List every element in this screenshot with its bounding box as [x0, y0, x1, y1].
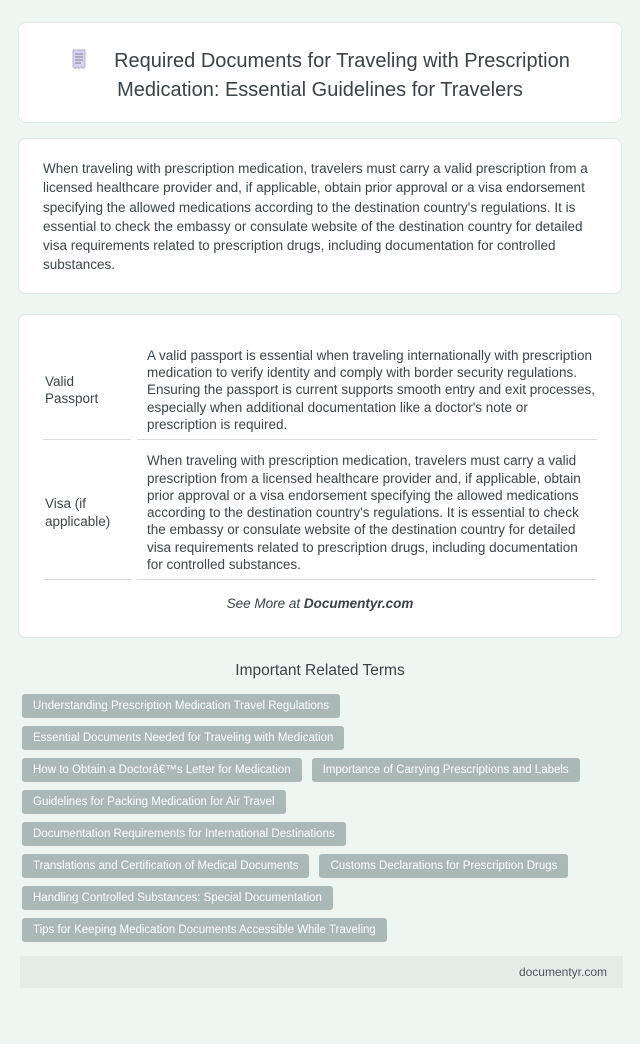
term-tag[interactable]: Guidelines for Packing Medication for Air Travel	[22, 790, 286, 814]
term-tag[interactable]: Tips for Keeping Medication Documents Accessible While Traveling	[22, 918, 387, 942]
description-cell: A valid passport is essential when traveling internationally with prescription medication to verify identity and comply with border security regulations. Ensuring the passport is current supports smooth entry and exit processes, especially when additional documentation like a doctor's note or prescription is required.	[137, 335, 597, 440]
intro-paragraph: When traveling with prescription medication, travelers must carry a valid prescription from a licensed healthcare provider and, if applicable, obtain prior approval or a visa endorsement specifying the allowed medications according to the destination country's regulations. It is essential to check the embassy or consulate website of the destination country for detailed visa requirements related to prescription drugs, including documentation for controlled substances.	[43, 161, 588, 273]
tag-row	[22, 918, 622, 942]
term-cell: Visa (if applicable)	[43, 440, 131, 580]
table-row	[43, 440, 597, 580]
see-more-prefix: See More at	[226, 596, 304, 612]
title-card	[18, 22, 622, 123]
description-cell: When traveling with prescription medication, travelers must carry a valid prescription from a licensed healthcare provider and, if applicable, obtain prior approval or a visa endorsement specifying the allowed medications according to the destination country's regulations. It is essential to check the embassy or consulate website of the destination country for detailed visa requirements related to prescription drugs, including documentation for controlled substances.	[137, 440, 597, 580]
term-tag[interactable]: Documentation Requirements for International Destinations	[22, 822, 346, 846]
term-tag[interactable]: Handling Controlled Substances: Special Documentation	[22, 886, 333, 910]
table-row	[43, 335, 597, 440]
tag-row	[22, 854, 622, 878]
documents-table-card	[18, 314, 622, 639]
intro-card	[18, 138, 622, 294]
term-tag[interactable]: Customs Declarations for Prescription Drugs	[319, 854, 568, 878]
tag-row	[22, 726, 622, 750]
tag-row	[22, 758, 622, 782]
tag-row	[22, 886, 622, 910]
term-tag[interactable]: Essential Documents Needed for Traveling with Medication	[22, 726, 344, 750]
term-tag[interactable]: How to Obtain a Doctorâ€™s Letter for Medication	[22, 758, 302, 782]
related-terms-heading: Important Related Terms	[235, 662, 405, 680]
term-cell: Valid Passport	[43, 335, 131, 440]
related-terms-section	[18, 694, 622, 942]
receipt-icon	[70, 49, 88, 75]
term-tag[interactable]: Translations and Certification of Medical Documents	[22, 854, 309, 878]
page-title: Required Documents for Traveling with Prescription Medication: Essential Guidelines for Travelers	[114, 50, 570, 101]
footer-site-link[interactable]: documentyr.com	[518, 965, 607, 980]
term-tag[interactable]: Understanding Prescription Medication Travel Regulations	[22, 694, 340, 718]
see-more-site-link[interactable]: Documentyr.com	[303, 596, 414, 612]
footer-bar	[20, 956, 623, 988]
term-tag[interactable]: Importance of Carrying Prescriptions and Labels	[312, 758, 580, 782]
tag-row	[22, 822, 622, 846]
tag-row	[22, 694, 622, 718]
see-more	[43, 596, 597, 611]
tag-row	[22, 790, 622, 814]
